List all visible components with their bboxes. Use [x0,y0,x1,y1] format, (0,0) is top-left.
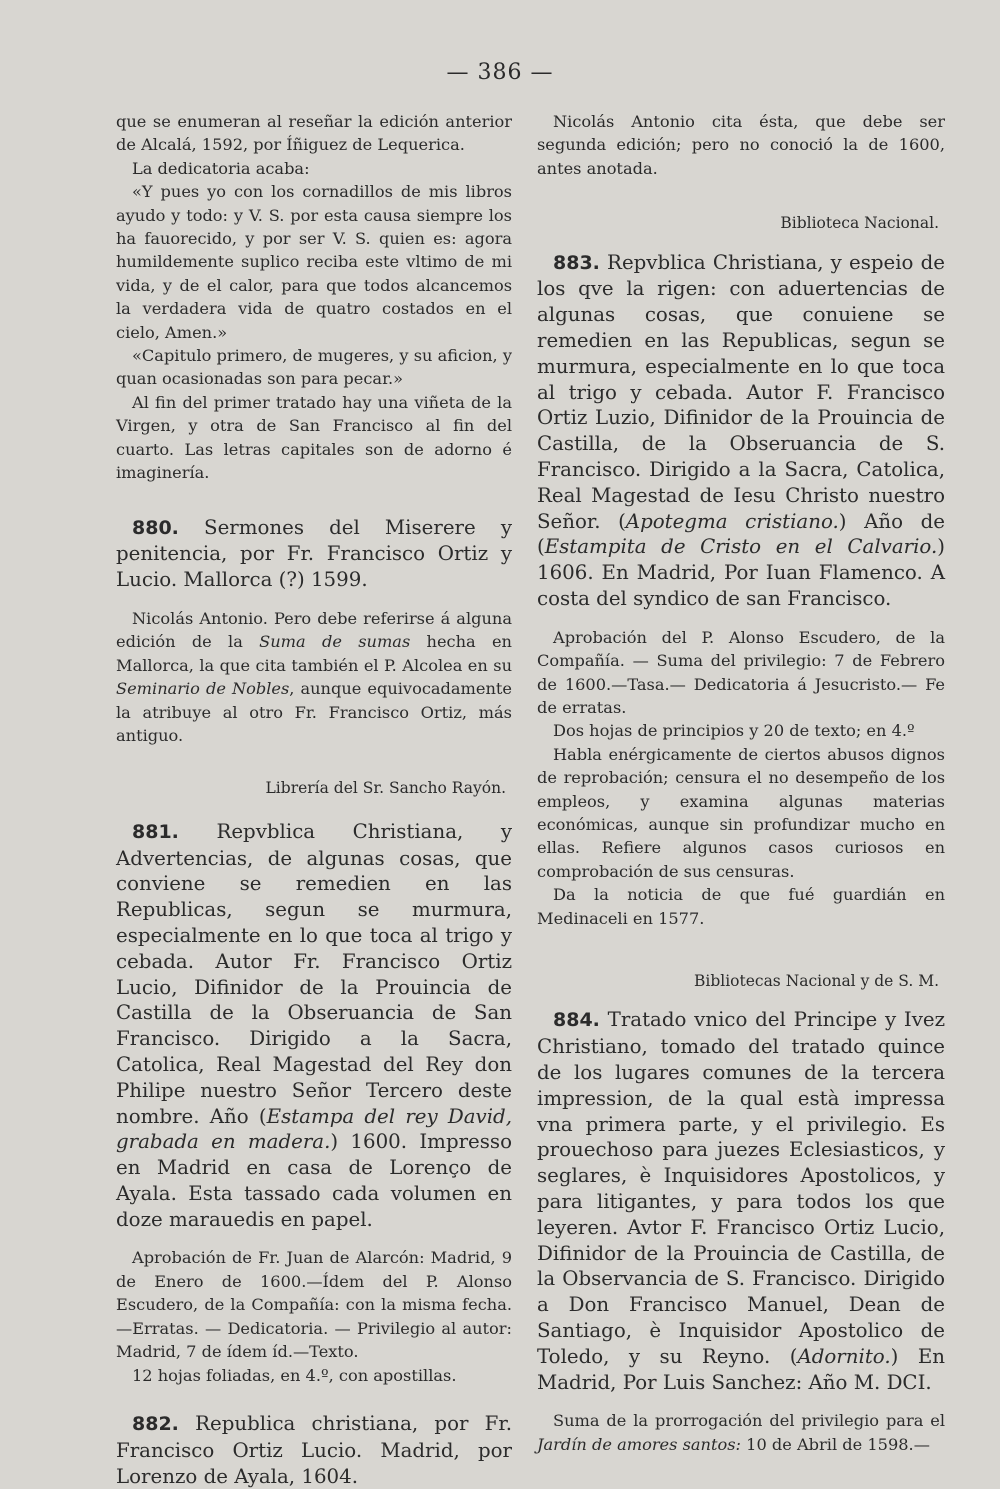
entry-title-italic: Estampita de Cristo en el Calvario. [544,535,938,559]
entry-880 [116,515,512,593]
note-italic: Seminario de Nobles [116,679,290,699]
entry-883 [537,250,945,612]
intro-paragraph: Al fin del primer tratado hay una viñeta de la Virgen, y otra de San Francisco al fin del cuarto. Las letras capitales son de adorno é imaginería. [116,392,512,483]
note-italic: Jardín de amores santos: [537,1434,741,1454]
entry-title-text: Sermones del Miserere y penitencia, por Fr. Francisco Ortiz y Lucio. Mallorca (?) 1599. [116,515,512,592]
entry-title [537,1007,945,1395]
entry-880-notes [116,607,512,801]
intro-quote: «Y pues yo con los cornadillos de mis libros ayudo y todo: y V. S. por esta causa siempre los ha fauorecido, y por ser V. S. quien es: agora humildemente suplico reciba este vltimo de mi vida, y de el calor, para que todos alcancemos la verdadera vida de quatro costados en el cielo, Amen.» [116,182,512,342]
left-intro [116,110,512,485]
entry-title-text: Repvblica Christiana, y Advertencias, de algunas cosas, que conviene se remedien en las Republicas, segun se murmura, especialmente en lo que toca al trigo y cebada. Autor Fr. Francisco Ortiz Lucio, Difinidor de la Prouincia de Castilla de la Obseruancia de San Francisco. Dirigido a la Sacra, Catolica, Real Magestad del Rey don Philipe nuestro Señor Tercero deste nombre. Año ( [116,819,513,1128]
right-intro [537,110,945,236]
entry-note: Habla enérgicamente de ciertos abusos dignos de reprobación; censura el no desempeño de los empleos, y examina algunas materias económicas, aunque sin profundizar mucho en ellas. Refiere algunos casos curiosos en comprobación de sus censuras. [537,744,945,881]
entry-number: 884. [553,1009,600,1032]
note-text: 10 de Abril de 1598.— [741,1434,930,1454]
library-location: Librería del Sr. Sancho Rayón. [265,779,506,798]
entry-881-notes [116,1246,512,1386]
left-column [116,110,512,1489]
library-location: Biblioteca Nacional. [780,214,939,233]
entry-number: 883. [553,251,600,274]
entry-title-text: ) 1606. En Madrid, Por Iuan Flamenco. A costa del syndico de san Francisco. [537,535,945,610]
entry-note: 12 hojas foliadas, en 4.º, con apostillas. [132,1365,457,1385]
entry-title [116,515,512,593]
entry-title-italic: Adornito. [797,1344,891,1368]
entry-title [537,250,945,612]
entry-title-text: ) En Madrid, Por Luis Sanchez: Año M. DCI. [537,1344,945,1394]
entry-title-italic: Estampa del rey David, grabada en madera. [116,1104,512,1154]
entry-note: Dos hojas de principios y 20 de texto; en 4.º [553,721,915,741]
page-number: — 386 — [446,60,554,85]
note-italic: Suma de sumas [259,632,411,652]
note-text: Suma de la prorrogación del privilegio para el [553,1411,945,1431]
note-text: , aunque equivocadamente la atribuye al otro Fr. Francisco Ortiz, más antiguo. [116,679,512,745]
note-text: Nicolás Antonio. Pero debe referirse á alguna edición de la [116,608,512,652]
entry-title-text: Republica christiana, por Fr. Francisco Ortiz Lucio. Madrid, por Lorenzo de Ayala, 1604. [116,1411,512,1488]
entry-number: 882. [132,1412,179,1435]
entry-note: Aprobación del P. Alonso Escudero, de la Compañía. — Suma del privilegio: 7 de Febrero de 1600.—Tasa.— Dedicatoria á Jesucristo.— Fe de erratas. [537,627,945,717]
intro-quote: «Capitulo primero, de mugeres, y su aficion, y quan ocasionadas son para pecar.» [116,346,512,389]
entry-number: 880. [132,516,179,539]
entry-title-text: ) 1600. Impresso en Madrid en casa de Lorenço de Ayala. Esta tassado cada volumen en doze marauedis en papel. [116,1130,512,1231]
entry-title [116,1411,512,1489]
entry-881 [116,819,512,1233]
intro-paragraph: La dedicatoria acaba: [132,158,310,178]
library-location: Bibliotecas Nacional y de S. M. [693,972,939,991]
note-text: hecha en Mallorca, la que cita también el P. Alcolea en su [116,632,512,675]
entry-number: 881. [132,820,179,843]
entry-note: Da la noticia de que fué guardián en Medinaceli en 1577. [537,885,945,928]
entry-883-notes [537,626,945,994]
entry-title-text: Repvblica Christiana, y espeio de los qve la rigen: con aduertencias de algunas cosas, que conuiene se remedien en las Republicas, segun se murmura, especialmente en lo que toca al trigo y cebada. Autor F. Francisco Ortiz Luzio, Difinidor de la Prouincia de Castilla, de la Obseruancia de S. Francisco. Dirigido a la Sacra, Catolica, Real Magestad de Iesu Christo nuestro Señor. ( [537,250,945,533]
entry-title-text: Tratado vnico del Principe y Ivez Christiano, tomado del tratado quince de los lugares comunes de la tercera impression, de la qual està impressa vna primera parte, y el privilegio. Es prouechoso para juezes Eclesiasticos, y seglares, è Inquisidores Apostolicos, y para litigantes, y para todos los que leyeren. Avtor F. Francisco Ortiz Lucio, Difinidor de la Prouincia de Castilla, de la Observancia de S. Francisco. Dirigido a Don Francisco Manuel, Dean de Santiago, è Inquisidor Apostolico de Toledo, y su Reyno. ( [537,1008,945,1368]
entry-title-text: ) Año de ( [537,509,946,559]
entry-note: Aprobación de Fr. Juan de Alarcón: Madrid, 9 de Enero de 1600.—Ídem del P. Alonso Escudero, de la Compañía: con la misma fecha.—Erratas. — Dedicatoria. — Privilegio al autor: Madrid, 7 de ídem íd.—Texto. [116,1248,512,1362]
entry-884 [537,1007,945,1395]
entry-note [537,1409,945,1456]
entry-884-notes [537,1409,945,1456]
intro-paragraph: Nicolás Antonio cita ésta, que debe ser segunda edición; pero no conoció la de 1600, antes anotada. [537,112,945,178]
entry-note [116,607,512,747]
entry-title [116,819,512,1233]
intro-paragraph: que se enumeran al reseñar la edición anterior de Alcalá, 1592, por Íñiguez de Lequerica. [116,112,512,155]
entry-title-italic: Apotegma cristiano. [625,509,839,533]
right-column [537,110,945,1456]
entry-882 [116,1411,512,1489]
